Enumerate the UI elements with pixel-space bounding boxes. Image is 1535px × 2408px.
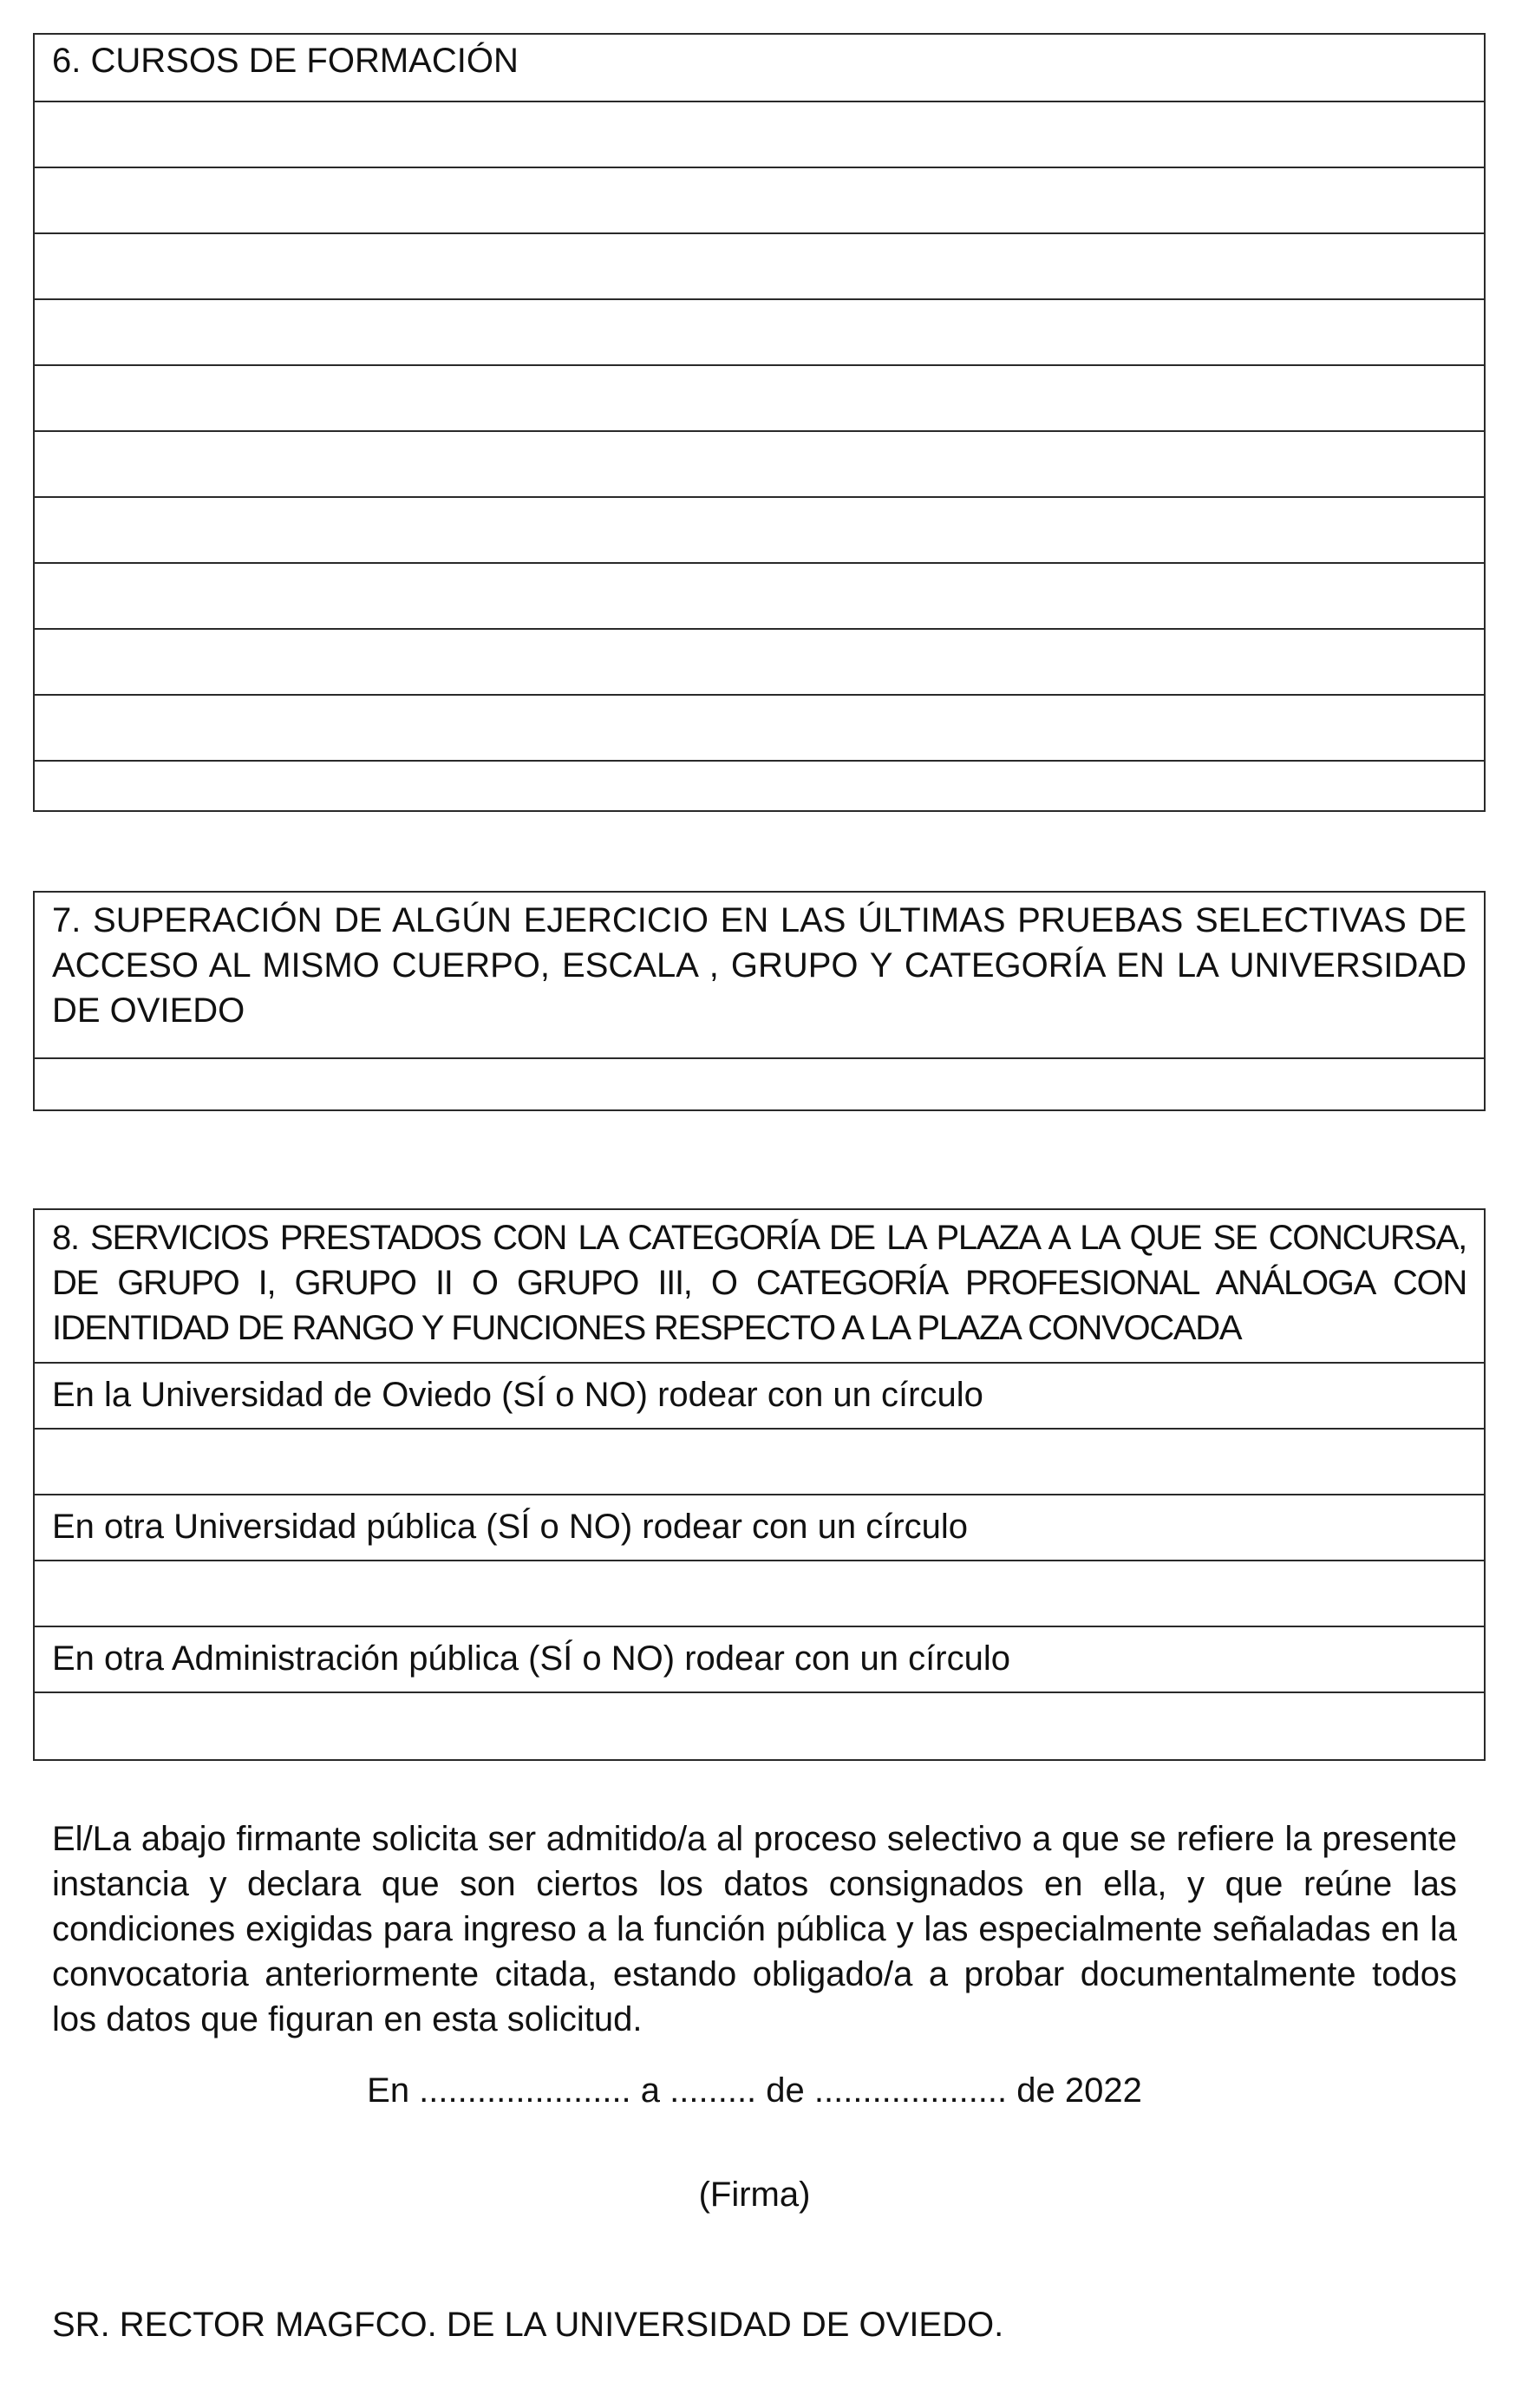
servicios-prestados-title: 8. SERVICIOS PRESTADOS CON LA CATEGORÍA DE LA PLAZA A LA QUE SE CONCURSA, DE GRUPO I, GRUPO II O GRUPO III, O CATEGORÍA PROFESIONAL ANÁLOGA CON IDENTIDAD DE RANGO Y FUNCIONES RESPECTO A LA PLAZA CONVOCADA — [52, 1219, 1466, 1347]
declaration-paragraph: El/La abajo firmante solicita ser admitido/a al proceso selectivo a que se refiere la presente instancia y declara que son ciertos los datos consignados en ella, y que reúne las condiciones exigidas para ingreso a la función pública y las especialmente señaladas en la convocatoria anteriormente citada, estando obligado/a a probar documentalmente todos los datos que figuran en esta solicitud. — [52, 1820, 1457, 2038]
cursos-formacion-title: 6. CURSOS DE FORMACIÓN — [52, 42, 519, 80]
cursos-row-11[interactable] — [35, 760, 1484, 810]
cursos-row-4[interactable] — [35, 298, 1484, 364]
cursos-row-1[interactable] — [35, 101, 1484, 167]
cursos-row-5[interactable] — [35, 364, 1484, 430]
cursos-formacion-table — [33, 33, 1486, 812]
cursos-row-2[interactable] — [35, 167, 1484, 232]
superacion-ejercicio-title: 7. SUPERACIÓN DE ALGÚN EJERCICIO EN LAS ÚLTIMAS PRUEBAS SELECTIVAS DE ACCESO AL MISMO CUERPO, ESCALA , GRUPO Y CATEGORÍA EN LA UNIVERSIDAD DE OVIEDO — [52, 901, 1466, 1030]
superacion-ejercicio-table — [33, 891, 1486, 1111]
cursos-row-10[interactable] — [35, 694, 1484, 760]
superacion-row-1[interactable] — [35, 1057, 1484, 1109]
signature-label: (Firma) — [698, 2176, 811, 2214]
servicios-row-otra-universidad-blank[interactable] — [35, 1560, 1484, 1626]
servicios-row-otra-administracion[interactable]: En otra Administración pública (SÍ o NO) rodear con un círculo — [35, 1626, 1484, 1691]
servicios-row-uniovi[interactable]: En la Universidad de Oviedo (SÍ o NO) rodear con un círculo — [35, 1362, 1484, 1428]
servicios-row-otra-administracion-blank[interactable] — [35, 1691, 1484, 1759]
date-line: En ...................... a ......... de .................... de 2022 — [367, 2071, 1142, 2110]
servicios-prestados-table — [33, 1208, 1486, 1761]
servicios-row-otra-universidad[interactable]: En otra Universidad pública (SÍ o NO) rodear con un círculo — [35, 1494, 1484, 1560]
cursos-row-3[interactable] — [35, 232, 1484, 298]
cursos-row-8[interactable] — [35, 562, 1484, 628]
cursos-row-9[interactable] — [35, 628, 1484, 694]
addressee: SR. RECTOR MAGFCO. DE LA UNIVERSIDAD DE OVIEDO. — [52, 2306, 1004, 2344]
servicios-row-uniovi-blank[interactable] — [35, 1428, 1484, 1494]
cursos-row-7[interactable] — [35, 496, 1484, 562]
cursos-row-6[interactable] — [35, 430, 1484, 496]
